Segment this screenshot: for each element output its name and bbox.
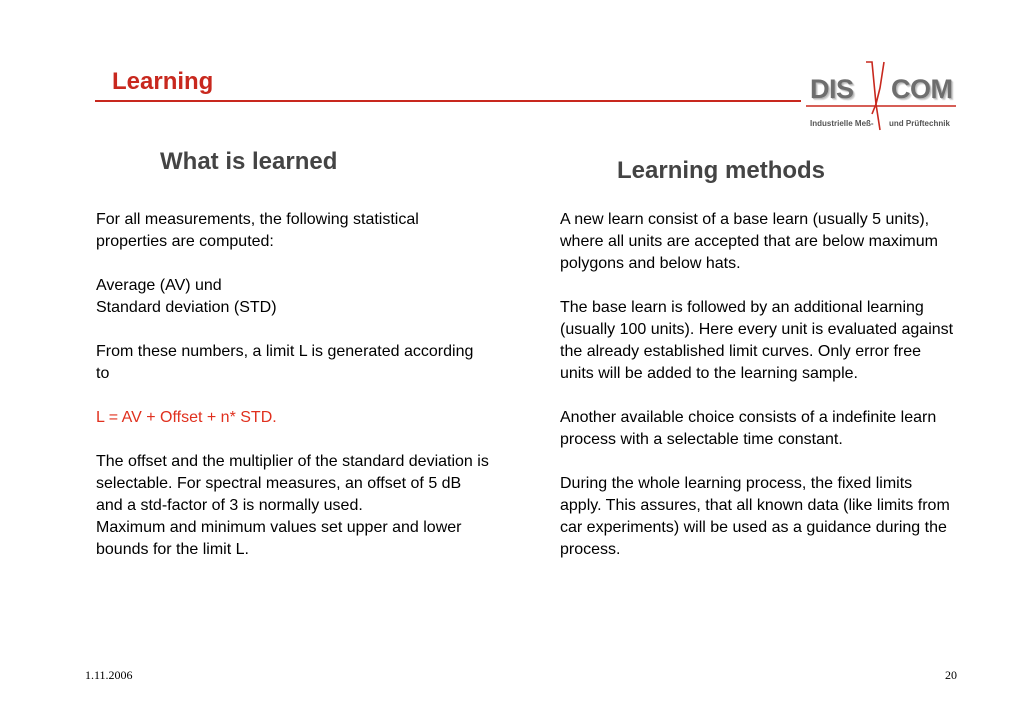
left-paragraph-6: Maximum and minimum values set upper and lower bounds for the limit L. <box>96 519 462 558</box>
logo-word-right: COM <box>891 74 953 104</box>
left-paragraph-3: From these numbers, a limit L is generated according to <box>96 343 474 382</box>
slide-title: Learning <box>112 68 214 95</box>
right-column <box>560 209 955 583</box>
left-paragraph-1: For all measurements, the following statistical properties are computed: <box>96 211 419 250</box>
logo-tagline-right: und Prüftechnik <box>889 119 950 128</box>
footer-date: 1.11.2006 <box>85 668 133 682</box>
right-paragraph-4: During the whole learning process, the fixed limits apply. This assures, that all known data (like limits from car experiments) will be used as a guidance during the process. <box>560 475 950 558</box>
left-heading: What is learned <box>160 148 338 175</box>
page-number: 20 <box>945 668 957 682</box>
company-logo <box>806 58 956 132</box>
right-heading: Learning methods <box>617 157 826 184</box>
right-paragraph-1: A new learn consist of a base learn (usually 5 units), where all units are accepted that are below maximum polygons and below hats. <box>560 211 938 272</box>
logo-word-left: DIS <box>810 74 854 104</box>
right-paragraph-3: Another available choice consists of a indefinite learn process with a selectable time constant. <box>560 409 937 448</box>
left-paragraph-2: Average (AV) und Standard deviation (STD) <box>96 277 277 316</box>
right-paragraph-2: The base learn is followed by an additional learning (usually 100 units). Here every unit is evaluated against the already established limit curves. Only error free units will be added to the learning sample. <box>560 299 954 382</box>
left-column <box>96 209 491 583</box>
title-underline <box>95 100 801 102</box>
left-paragraph-5: The offset and the multiplier of the standard deviation is selectable. For spectral measures, an offset of 5 dB and a std-factor of 3 is normally used. <box>96 453 489 514</box>
limit-formula: L = AV + Offset + n* STD. <box>96 409 277 426</box>
logo-tagline-left: Industrielle Meß- <box>810 119 874 128</box>
